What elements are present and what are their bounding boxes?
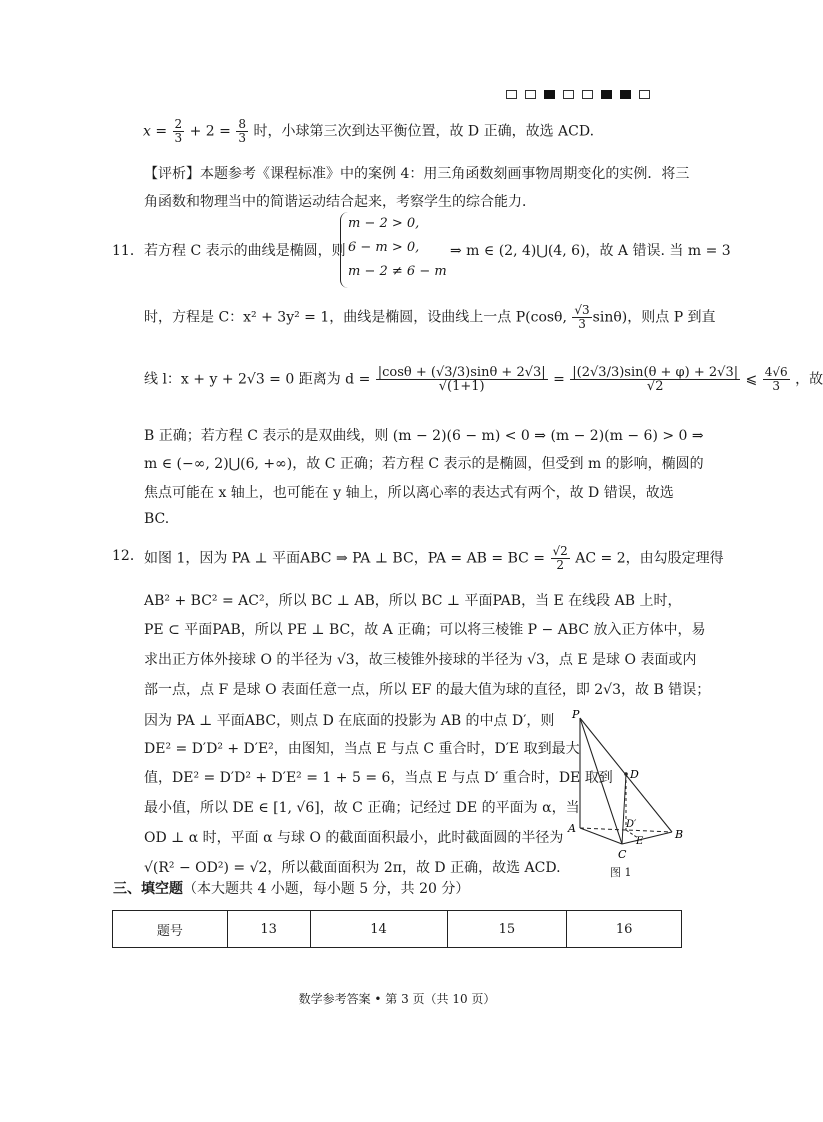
header-marker-filled [601, 90, 612, 99]
edge-cb [622, 832, 672, 844]
header-marker-hollow [563, 90, 574, 99]
q11-line-5: m ∈ (−∞, 2)⋃(6, +∞)，故 C 正确；若方程 C 表示的是椭圆，但受到 m 的影响，椭圆的 [144, 456, 704, 472]
page-footer: 数学参考答案 • 第 3 页（共 10 页） [298, 992, 496, 1006]
q11-number: 11． [112, 243, 144, 259]
comment-line-2: 角函数和物理当中的简谐运动结合起来，考察学生的综合能力． [144, 194, 536, 210]
q10-eq-left: x = [143, 123, 168, 140]
label-a: A [568, 822, 576, 835]
q11-system-row-3: m − 2 ≠ 6 − m [348, 264, 447, 279]
header-marker-hollow [506, 90, 517, 99]
edge-ac [580, 828, 622, 844]
label-d-prime: D′ [626, 819, 637, 830]
q10-plus: + 2 = [189, 123, 231, 140]
label-e: E [636, 836, 644, 847]
section-3-title: 三、填空题 [113, 881, 183, 897]
q12-line-5: 部一点，点 F 是球 O 表面任意一点，所以 EF 的最大值为球的直径，即 2√3，故 B 错误； [144, 682, 711, 698]
q12-number: 12． [112, 548, 144, 564]
comment-line-1: 【评析】本题参考《课程标准》中的案例 4：用三角函数刻画事物周期变化的实例．将三 [144, 166, 690, 182]
q11-system-row-2: 6 − m > 0, [348, 240, 420, 255]
q10-fraction-2: $\frac{8}{3}$ [238, 117, 246, 145]
q11-line-4: B 正确；若方程 C 表示的是双曲线，则 (m − 2)(6 − m) < 0 ⇒ (m − 2)(m − 6) > 0 ⇒ [144, 428, 704, 444]
q12-line-4: 求出正方体外接球 O 的半径为 √3，故三棱锥外接球的半径为 √3，点 E 是球 O 表面或内 [144, 652, 697, 668]
table-header-cell: 题号 [113, 911, 228, 948]
q10-tail-line [143, 118, 594, 145]
q11-line-7: BC. [144, 511, 170, 527]
q11-intro: 若方程 C 表示的曲线是椭圆，则 [144, 243, 346, 259]
q10-fraction-1: $\frac{2}{3}$ [174, 117, 183, 145]
segment-de [622, 774, 626, 844]
table-cell-14: 14 [310, 911, 447, 948]
figure-1-tetrahedron [560, 708, 690, 868]
point-d [624, 772, 628, 776]
q12-line-9: 最小值，所以 DE ∈ [1, √6]，故 C 正确；记经过 DE 的平面为 α，当 [144, 800, 580, 816]
label-b: B [675, 828, 684, 841]
header-markers [506, 90, 650, 99]
q12-line-1: 如图 1，因为 PA ⊥ 平面ABC ⇒ PA ⊥ BC，PA = AB = BC = $\frac{√2}{2}$ AC = 2，由勾股定理得 [144, 544, 724, 572]
q11-line-2: 时，方程是 C：x² + 3y² = 1，曲线是椭圆，设曲线上一点 P(cosθ, $\frac{√3}{3}$ sinθ)，则点 P 到直 [144, 303, 716, 331]
answer-table [112, 910, 682, 948]
q12-line-6: 因为 PA ⊥ 平面ABC，则点 D 在底面的投影为 AB 的中点 D′，则 [144, 713, 555, 729]
table-cell-15: 15 [447, 911, 567, 948]
q11-line-6: 焦点可能在 x 轴上，也可能在 y 轴上，所以离心率的表达式有两个，故 D 错误，故选 [144, 485, 674, 501]
q12-line-2: AB² + BC² = AC²，所以 BC ⊥ AB，所以 BC ⊥ 平面PAB，当 E 在线段 AB 上时， [144, 593, 682, 609]
q12-line-7: DE² = D′D² + D′E²，由图知，当点 E 与点 C 重合时，D′E 取到最大 [144, 741, 580, 757]
q12-line-10: OD ⊥ α 时，平面 α 与球 O 的截面面积最小，此时截面圆的半径为 [144, 830, 564, 846]
q11-system-row-1: m − 2 > 0, [348, 216, 420, 231]
q11-implies: ⇒ m ∈ (2, 4)⋃(4, 6)，故 A 错误. 当 m = 3 [450, 243, 731, 259]
section-3-note: （本大题共 4 小题，每小题 5 分，共 20 分） [183, 881, 470, 897]
header-marker-hollow [525, 90, 536, 99]
label-c: C [618, 848, 627, 861]
label-d: D [630, 768, 639, 781]
section-3-heading [113, 878, 469, 898]
q12-line-8: 值，DE² = D′D² + D′E² = 1 + 5 = 6，当点 E 与点 D′ 重合时，DE 取到 [144, 770, 613, 786]
q11-line-3: 线 l：x + y + 2√3 = 0 距离为 d = $\frac{|\cos\theta + (√3/3)\sin\theta + 2√3|}{√(1+1)}$ = $\frac{|(2√3/3)\sin(\theta + \varphi) + 2√3|}{√2}$ ⩽ $\frac{4√6}{3}$ ，故 [144, 365, 823, 394]
header-marker-filled [544, 90, 555, 99]
figure-caption: 图 1 [610, 866, 632, 879]
header-marker-hollow [639, 90, 650, 99]
edge-pc [580, 718, 622, 844]
q12-line-3: PE ⊂ 平面PAB，所以 PE ⊥ BC，故 A 正确；可以将三棱锥 P − ABC 放入正方体中，易 [144, 622, 706, 638]
q10-tail-text: 时，小球第三次到达平衡位置，故 D 正确，故选 ACD. [253, 123, 595, 140]
table-cell-13: 13 [227, 911, 310, 948]
header-marker-hollow [582, 90, 593, 99]
table-row [113, 911, 682, 948]
q12-line-11: √(R² − OD²) = √2，所以截面面积为 2π，故 D 正确，故选 ACD. [144, 860, 561, 876]
label-p: P [572, 708, 580, 721]
header-marker-filled [620, 90, 631, 99]
table-cell-16: 16 [567, 911, 682, 948]
